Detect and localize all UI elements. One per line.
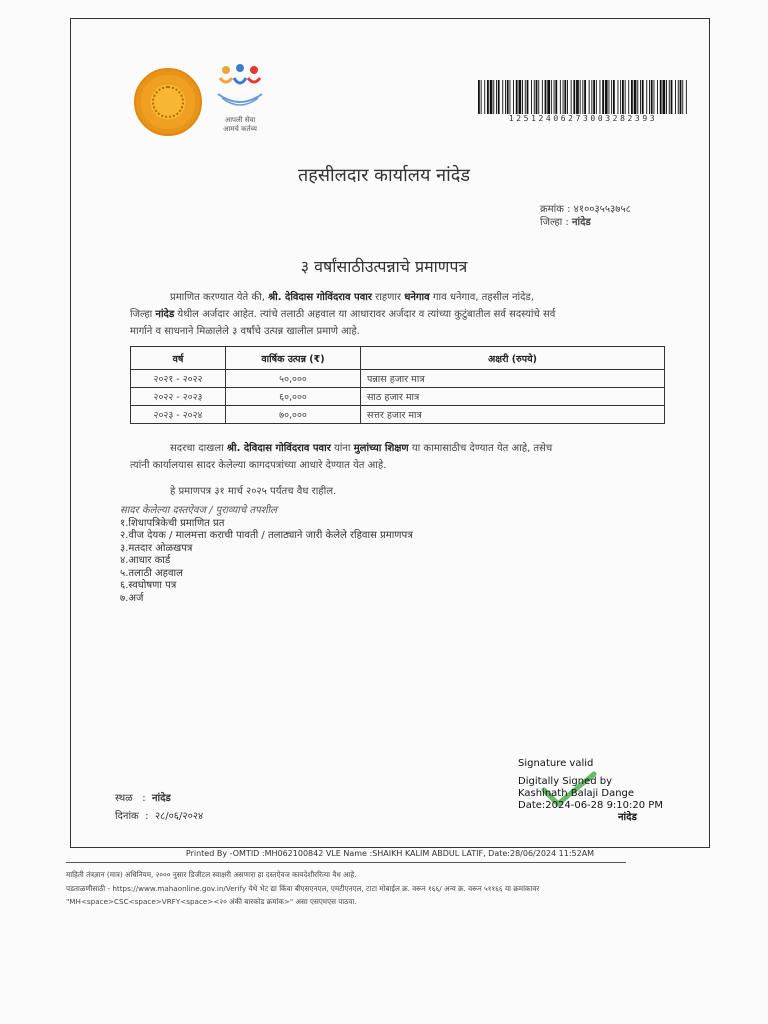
list-item: ५.तलाठी अहवाल (120, 567, 183, 579)
barcode (478, 80, 688, 114)
reference-number: क्रमांक : ४१००३५५३७५८ (540, 204, 631, 215)
divider (66, 862, 626, 863)
barcode-number: 12512406273003282393 (508, 114, 658, 123)
table-row: २०२२ - २०२३ ६०,००० साठ हजार मात्र (131, 388, 665, 406)
printed-by-line: Printed By -OMTID :MH062100842 VLE Name :SHAIKH KALIM ABDUL LATIF, Date:28/06/2024 11:52AM (185, 849, 595, 858)
purpose-paragraph: सदरचा दाखला श्री. देविदास गोविंदराव पवार यांना मुलांच्या शिक्षण या कामासाठीच देण्यात येत आहे, तसेच त्यांनी कार्यालयास सादर केलेल्या कागदपत्रांच्या आधारे देण्यात येत आहे. (130, 443, 553, 471)
list-item: ४.आधार कार्ड (120, 555, 171, 566)
table-row: २०२३ - २०२४ ७०,००० सत्तर हजार मात्र (131, 406, 665, 424)
income-table (130, 346, 665, 424)
submitted-documents-list (120, 505, 413, 605)
footer-sms-info: "MH<space>CSC<space>VRFY<space><२० अंकी बारकोड क्रमांक>" असा एसएमएस पाठवा. (66, 897, 357, 906)
list-item: ६.स्वघोषणा पत्र (120, 580, 177, 591)
aapli-seva-logo (210, 60, 270, 136)
maharashtra-seal-logo (134, 68, 202, 136)
district-label: जिल्हा : नांदेड (540, 217, 591, 228)
certificate-border (70, 18, 710, 848)
list-item: ३.मतदार ओळखपत्र (120, 542, 193, 554)
list-item: ७.अर्ज (120, 592, 144, 604)
table-row: २०२१ - २०२२ ५०,००० पन्नास हजार मात्र (131, 370, 665, 388)
list-item: १.शिधापत्रिकेची प्रमाणित प्रत (120, 517, 225, 529)
documents-heading: सादर केलेल्या दस्तऐवज / पुराव्याचे तपशील (120, 505, 277, 516)
document-title: ३ वर्षांसाठीउत्पन्नाचे प्रमाणपत्र (300, 257, 468, 276)
place-date-block: स्थळ : नांदेड दिनांक : २८/०६/२०२४ (115, 793, 204, 822)
office-title: तहसीलदार कार्यालय नांदेड (298, 165, 470, 186)
list-item: २.वीज देयक / मालमत्ता कराची पावती / तलाठ्याने जारी केलेले रहिवास प्रमाणपत्र (120, 530, 413, 541)
footer-legal-note: माहिती तंत्रज्ञान (मात्र) अधिनियम, २००० नुसार डिजीटल स्वाक्षरी असणारा हा दस्तऐवज कायदेशीररित्या वैध आहे. (66, 870, 357, 879)
validity-statement: हे प्रमाणपत्र ३१ मार्च २०२५ पर्यंतच वैध राहील. (170, 486, 337, 497)
logo-caption-2: आमचे कर्तव्य (223, 125, 257, 133)
footer-verify-info: पडताळणीसाठी - https://www.mahaonline.gov.in/Verify येथे भेट द्या किंवा बीएसएनएल, एमटीएनएल, टाटा मोबाईल क्र. वरून १६६/ अन्य क्र. वरून ५११६६ या क्रमांकावर (66, 884, 540, 893)
digital-signature: Signature valid Digitally Signed by Kashinath Balaji Dange Date:2024-06-28 9:10:20 PM नांदेड (518, 758, 663, 823)
table-header-row: वर्ष वार्षिक उत्पन्न (₹) अक्षरी (रुपये) (131, 347, 665, 370)
logo-caption-1: आपली सेवा (224, 116, 256, 124)
applicant-name: श्री. देविदास गोविंदराव पवार (268, 292, 372, 303)
intro-paragraph: प्रमाणित करण्यात येते की, श्री. देविदास गोविंदराव पवार राहणार धनेगाव गाव धनेगाव, तहसील नांदेड, जिल्हा नांदेड येथील अर्जदार आहेत. त्यांचे तलाठी अहवाल या आधारावर अर्जदार व त्यांच्या कुटुंबातील सर्व सदस्यांचे सर्व मार्गाने व साधनाने मिळालेले ३ वर्षांचे उत्पन्न खालील प्रमाणे आहे. (130, 292, 556, 337)
